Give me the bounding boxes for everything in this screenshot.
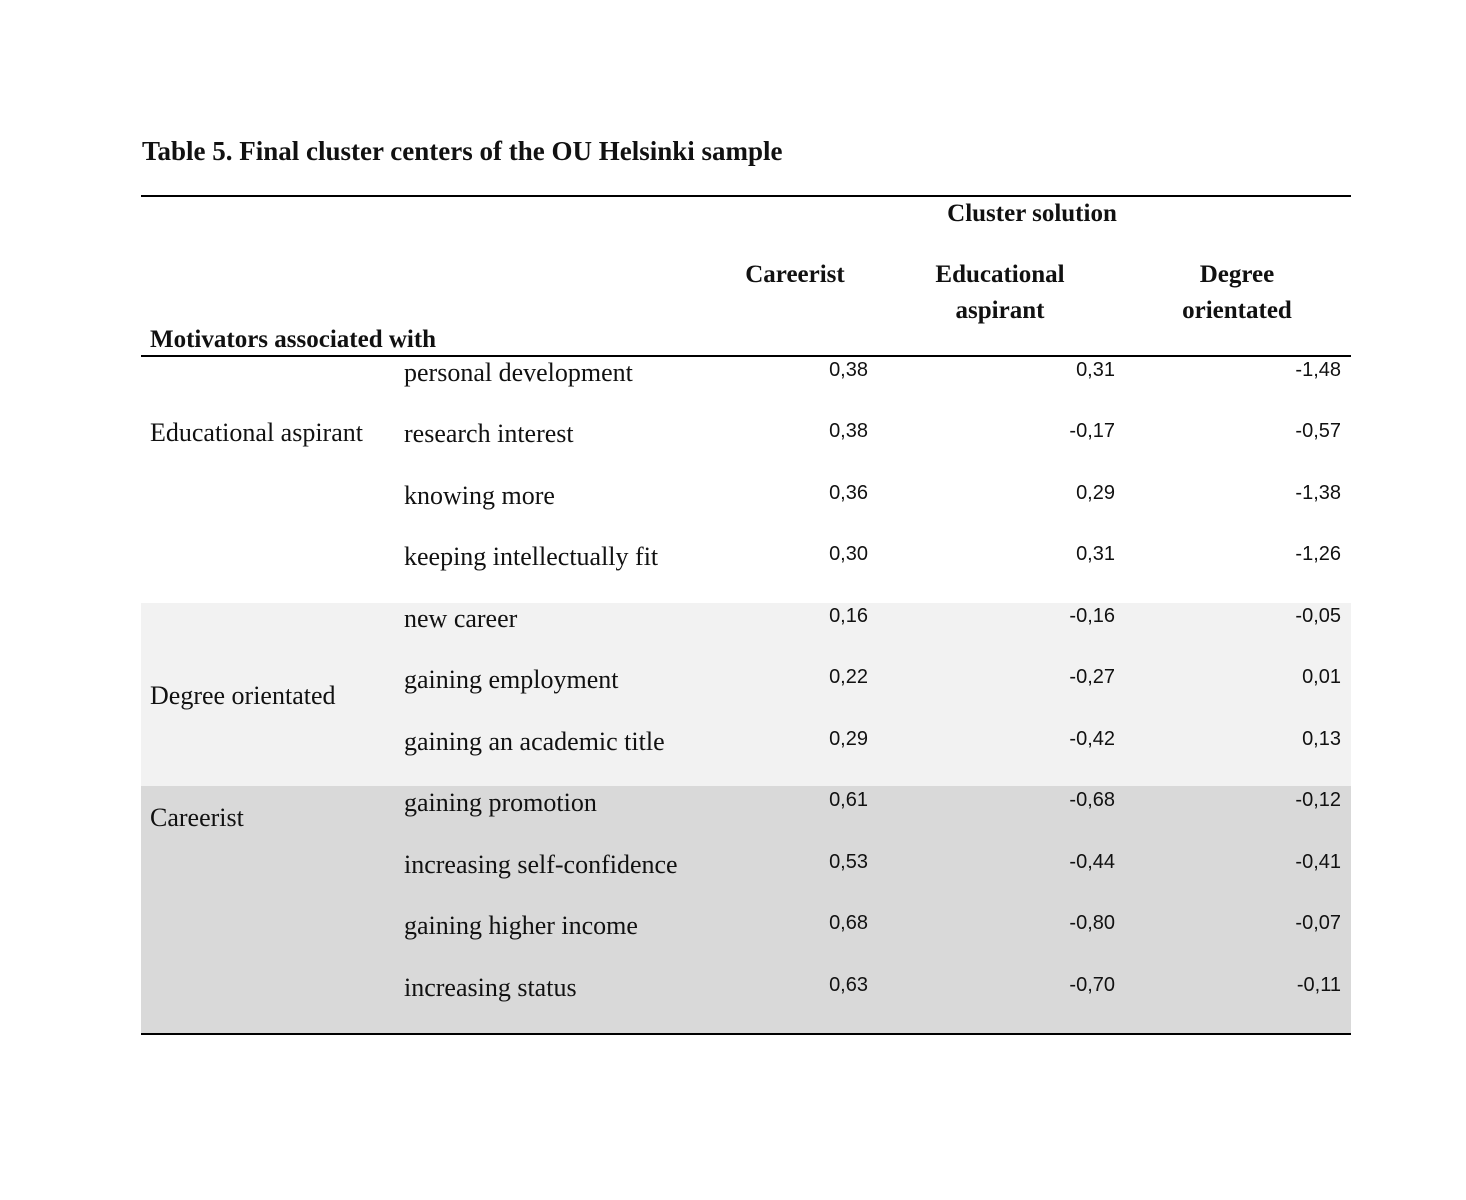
column-header-educational-aspirant bbox=[900, 257, 1100, 329]
cell-value: -0,68 bbox=[1069, 789, 1115, 811]
row-item-label: gaining higher income bbox=[404, 911, 638, 940]
row-item-label: knowing more bbox=[404, 481, 555, 510]
cell-value: 0,53 bbox=[829, 851, 868, 873]
bottom-rule bbox=[141, 1033, 1351, 1035]
cell-value: -0,44 bbox=[1069, 851, 1115, 873]
cell-value: -0,07 bbox=[1295, 912, 1341, 934]
cell-value: 0,68 bbox=[829, 912, 868, 934]
cell-value: 0,38 bbox=[829, 420, 868, 442]
cell-value: 0,38 bbox=[829, 359, 868, 381]
cell-value: 0,30 bbox=[829, 543, 868, 565]
cell-value: -0,11 bbox=[1296, 974, 1341, 996]
cell-value: -0,57 bbox=[1295, 420, 1341, 442]
cell-value: -1,38 bbox=[1295, 482, 1341, 504]
cell-value: -0,80 bbox=[1069, 912, 1115, 934]
group-label: Careerist bbox=[150, 803, 244, 832]
column-header-careerist bbox=[700, 257, 890, 293]
row-item-label: increasing self-confidence bbox=[404, 850, 678, 879]
cell-value: -0,41 bbox=[1295, 851, 1341, 873]
row-item-label: keeping intellectually fit bbox=[404, 542, 659, 571]
cell-value: -1,48 bbox=[1295, 359, 1341, 381]
cell-value: 0,63 bbox=[829, 974, 868, 996]
table-title: Table 5. Final cluster centers of the OU Helsinki sample bbox=[142, 136, 783, 166]
row-item-label: increasing status bbox=[404, 973, 577, 1002]
column-header-degree-orientated-line2: orientated bbox=[1182, 297, 1292, 324]
row-item-label: personal development bbox=[404, 358, 633, 387]
cell-value: -0,12 bbox=[1295, 789, 1341, 811]
cell-value: 0,01 bbox=[1302, 666, 1341, 688]
cell-value: -0,16 bbox=[1069, 605, 1115, 627]
cell-value: 0,29 bbox=[1076, 482, 1115, 504]
cell-value: 0,29 bbox=[829, 728, 868, 750]
row-item-label: gaining employment bbox=[404, 665, 619, 694]
cell-value: 0,22 bbox=[829, 666, 868, 688]
group-label: Educational aspirant bbox=[150, 418, 363, 447]
header-rule bbox=[141, 355, 1351, 357]
group-label: Degree orientated bbox=[150, 681, 336, 710]
column-header-educational-aspirant-line1: Educational bbox=[935, 261, 1065, 288]
cell-value: -0,27 bbox=[1069, 666, 1115, 688]
cell-value: -0,17 bbox=[1069, 420, 1115, 442]
cell-value: 0,61 bbox=[829, 789, 868, 811]
cell-value: 0,13 bbox=[1302, 728, 1341, 750]
cluster-solution-header: Cluster solution bbox=[947, 200, 1117, 227]
column-header-educational-aspirant-line2: aspirant bbox=[955, 297, 1045, 324]
row-item-label: gaining promotion bbox=[404, 788, 597, 817]
cell-value: 0,31 bbox=[1076, 359, 1115, 381]
row-item-label: new career bbox=[404, 604, 518, 633]
cell-value: -0,42 bbox=[1069, 728, 1115, 750]
row-header: Motivators associated with bbox=[150, 326, 437, 353]
column-header-degree-orientated bbox=[1137, 257, 1337, 329]
cell-value: 0,31 bbox=[1076, 543, 1115, 565]
row-item-label: research interest bbox=[404, 419, 574, 448]
column-header-careerist-line1: Careerist bbox=[745, 261, 845, 288]
cell-value: 0,16 bbox=[829, 605, 868, 627]
column-header-degree-orientated-line1: Degree bbox=[1199, 261, 1275, 288]
cell-value: 0,36 bbox=[829, 482, 868, 504]
cell-value: -1,26 bbox=[1295, 543, 1341, 565]
row-item-label: gaining an academic title bbox=[404, 727, 665, 756]
cell-value: -0,70 bbox=[1069, 974, 1115, 996]
cell-value: -0,05 bbox=[1295, 605, 1341, 627]
